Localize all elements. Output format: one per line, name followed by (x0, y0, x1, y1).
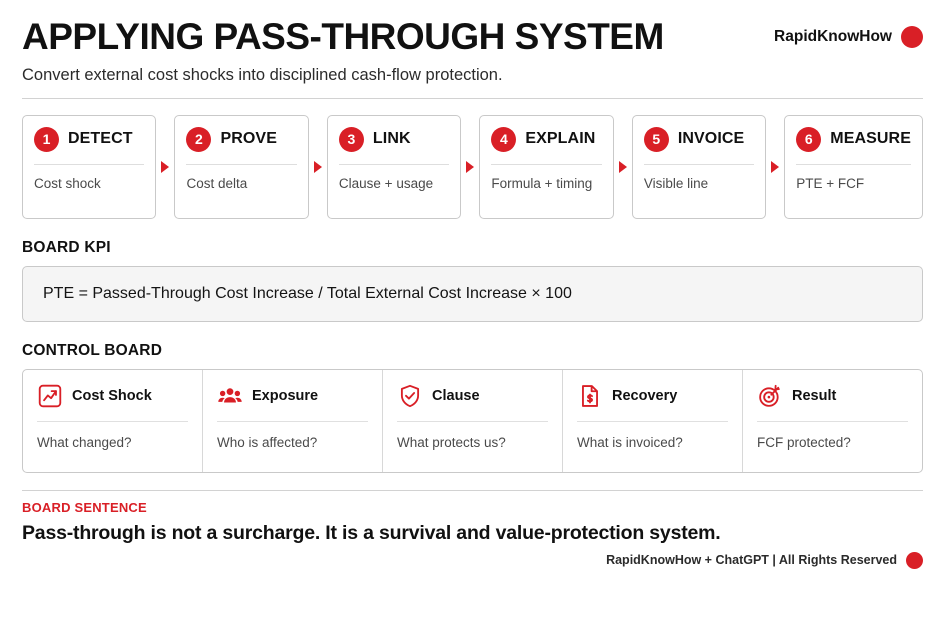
arrow-right-icon (156, 115, 174, 219)
step-subtitle: PTE + FCF (796, 175, 865, 191)
cell-divider (397, 421, 548, 422)
step-number-badge: 3 (339, 127, 364, 152)
cell-question: What is invoiced? (577, 434, 683, 450)
chart-trend-up-icon (37, 383, 63, 409)
people-group-icon (217, 383, 243, 409)
cell-header (397, 383, 548, 409)
process-step (327, 115, 461, 219)
brand-name: RapidKnowHow (774, 28, 892, 45)
step-number-badge: 6 (796, 127, 821, 152)
step-header (644, 127, 754, 152)
step-title: PROVE (220, 130, 277, 148)
arrow-right-icon (309, 115, 327, 219)
page-title: APPLYING PASS-THROUGH SYSTEM (22, 16, 664, 57)
cell-header (577, 383, 728, 409)
process-step (784, 115, 923, 219)
step-title: EXPLAIN (525, 130, 596, 148)
step-subtitle: Cost shock (34, 175, 101, 191)
cell-title: Clause (432, 387, 480, 404)
cell-title: Exposure (252, 387, 319, 404)
credit-line (22, 552, 923, 569)
step-header (796, 127, 911, 152)
shield-check-icon (397, 383, 423, 409)
board-sentence: Pass-through is not a surcharge. It is a survival and value-protection system. (22, 521, 721, 544)
brand-dot-icon (901, 26, 923, 48)
board-kpi-label: BOARD KPI (22, 238, 111, 256)
invoice-dollar-icon (577, 383, 603, 409)
step-number-badge: 5 (644, 127, 669, 152)
process-step (22, 115, 156, 219)
arrow-right-icon (614, 115, 632, 219)
step-subtitle: Cost delta (186, 175, 248, 191)
step-divider (644, 164, 754, 165)
step-header (491, 127, 601, 152)
cell-question: Who is affected? (217, 434, 318, 450)
cell-divider (217, 421, 368, 422)
step-header (34, 127, 144, 152)
step-subtitle: Visible line (643, 175, 709, 191)
process-step (174, 115, 308, 219)
step-header (186, 127, 296, 152)
control-board-cell (383, 370, 563, 472)
cell-header (37, 383, 188, 409)
credit-dot-icon (906, 552, 923, 569)
header (22, 18, 923, 57)
step-number-badge: 4 (491, 127, 516, 152)
arrow-right-icon (766, 115, 784, 219)
control-board-cell (203, 370, 383, 472)
board-sentence-label: BOARD SENTENCE (22, 499, 147, 515)
cell-header (757, 383, 908, 409)
credit-text: RapidKnowHow + ChatGPT | All Rights Reserved (606, 553, 897, 568)
cell-question: FCF protected? (757, 434, 851, 450)
step-number-badge: 1 (34, 127, 59, 152)
arrow-right-icon (461, 115, 479, 219)
cell-title: Cost Shock (72, 387, 152, 404)
cell-title: Result (792, 387, 837, 404)
process-step (632, 115, 766, 219)
step-divider (339, 164, 449, 165)
cell-divider (37, 421, 188, 422)
header-divider (22, 98, 923, 99)
cell-question: What changed? (37, 434, 132, 450)
step-divider (796, 164, 911, 165)
cell-divider (757, 421, 908, 422)
step-subtitle: Formula + timing (491, 175, 593, 191)
process-step (479, 115, 613, 219)
cell-divider (577, 421, 728, 422)
step-subtitle: Clause + usage (338, 175, 434, 191)
step-divider (186, 164, 296, 165)
brand (774, 18, 923, 48)
step-title: LINK (372, 130, 411, 148)
process-steps (22, 115, 923, 219)
page-subtitle: Convert external cost shocks into disciplined cash-flow protection. (22, 65, 503, 84)
board-kpi-formula: PTE = Passed-Through Cost Increase / Total External Cost Increase × 100 (22, 266, 923, 322)
cell-header (217, 383, 368, 409)
step-title: DETECT (68, 130, 133, 148)
cell-question: What protects us? (397, 434, 506, 450)
target-icon (757, 383, 783, 409)
cell-title: Recovery (612, 387, 678, 404)
step-title: INVOICE (677, 130, 745, 148)
step-divider (34, 164, 144, 165)
step-title: MEASURE (830, 130, 911, 148)
step-header (339, 127, 449, 152)
control-board-cell (23, 370, 203, 472)
step-divider (491, 164, 601, 165)
control-board-cell (743, 370, 922, 472)
control-board-cell (563, 370, 743, 472)
footer-divider (22, 490, 923, 491)
control-board-label: CONTROL BOARD (22, 341, 163, 359)
control-board (22, 369, 923, 473)
step-number-badge: 2 (186, 127, 211, 152)
